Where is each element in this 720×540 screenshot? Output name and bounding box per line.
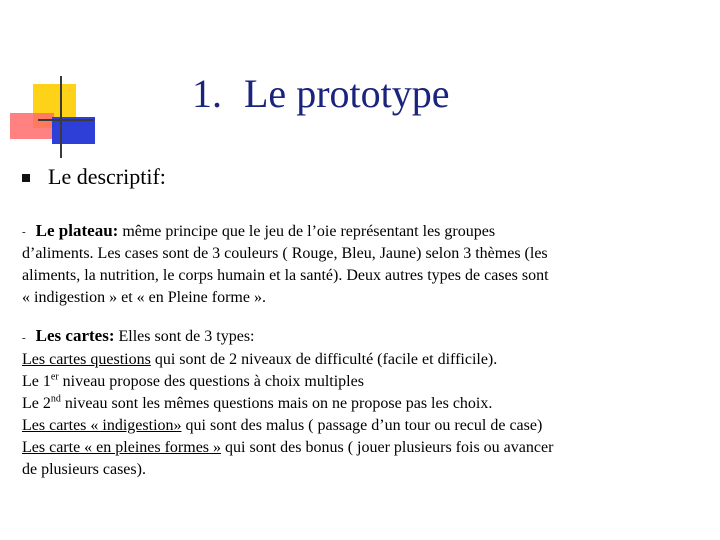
- niveau1-prefix: Le 1: [22, 372, 51, 390]
- square-bullet-icon: [22, 174, 30, 182]
- plateau-heading: Le plateau:: [35, 221, 119, 240]
- decor-red-square: [10, 113, 54, 139]
- decor-horizontal-line: [38, 119, 94, 121]
- plateau-paragraph: [22, 220, 622, 309]
- niveau2-sup: nd: [50, 393, 61, 405]
- cartes-questions-text: qui sont de 2 niveaux de difficulté (facile et difficile).: [150, 350, 498, 368]
- cartes-heading: Les cartes:: [35, 326, 115, 346]
- slide-title: [192, 70, 450, 117]
- cartes-indigestion-text: qui sont des malus ( passage d’un tour ou recul de case): [181, 416, 543, 434]
- cartes-pleine-forme-label: Les carte « en pleines formes »: [22, 438, 222, 456]
- cartes-intro: Elles sont de 3 types:: [114, 328, 255, 346]
- niveau2-prefix: Le 2: [22, 394, 51, 412]
- cartes-paragraph: [22, 325, 622, 480]
- slide-body: [22, 220, 622, 497]
- cartes-indigestion-label: Les cartes « indigestion»: [22, 416, 182, 434]
- niveau1-sup: er: [50, 371, 59, 383]
- dash-bullet: -: [22, 226, 26, 239]
- plateau-line-4: « indigestion » et « en Pleine forme ».: [22, 289, 266, 307]
- cartes-pleine-forme-cont: de plusieurs cases).: [22, 460, 146, 478]
- plateau-line-1: même principe que le jeu de l’oie représentant les groupes: [118, 223, 496, 240]
- title-number: 1.: [192, 71, 222, 116]
- niveau2-text: niveau sont les mêmes questions mais on ne propose pas les choix.: [60, 394, 493, 412]
- decor-blue-square: [52, 117, 95, 144]
- decor-vertical-line: [60, 76, 62, 158]
- bullet-descriptif: Le descriptif:: [48, 164, 166, 189]
- plateau-line-3: aliments, la nutrition, le corps humain et la santé). Deux autres types de cases sont: [22, 267, 549, 285]
- cartes-questions-label: Les cartes questions: [22, 350, 151, 368]
- title-text: Le prototype: [244, 71, 450, 116]
- niveau1-text: niveau propose des questions à choix multiples: [58, 372, 364, 390]
- cartes-pleine-forme-text: qui sont des bonus ( jouer plusieurs fois ou avancer: [221, 438, 554, 456]
- plateau-line-2: d’aliments. Les cases sont de 3 couleurs ( Rouge, Bleu, Jaune) selon 3 thèmes (les: [22, 245, 548, 263]
- dash-bullet: -: [22, 331, 26, 344]
